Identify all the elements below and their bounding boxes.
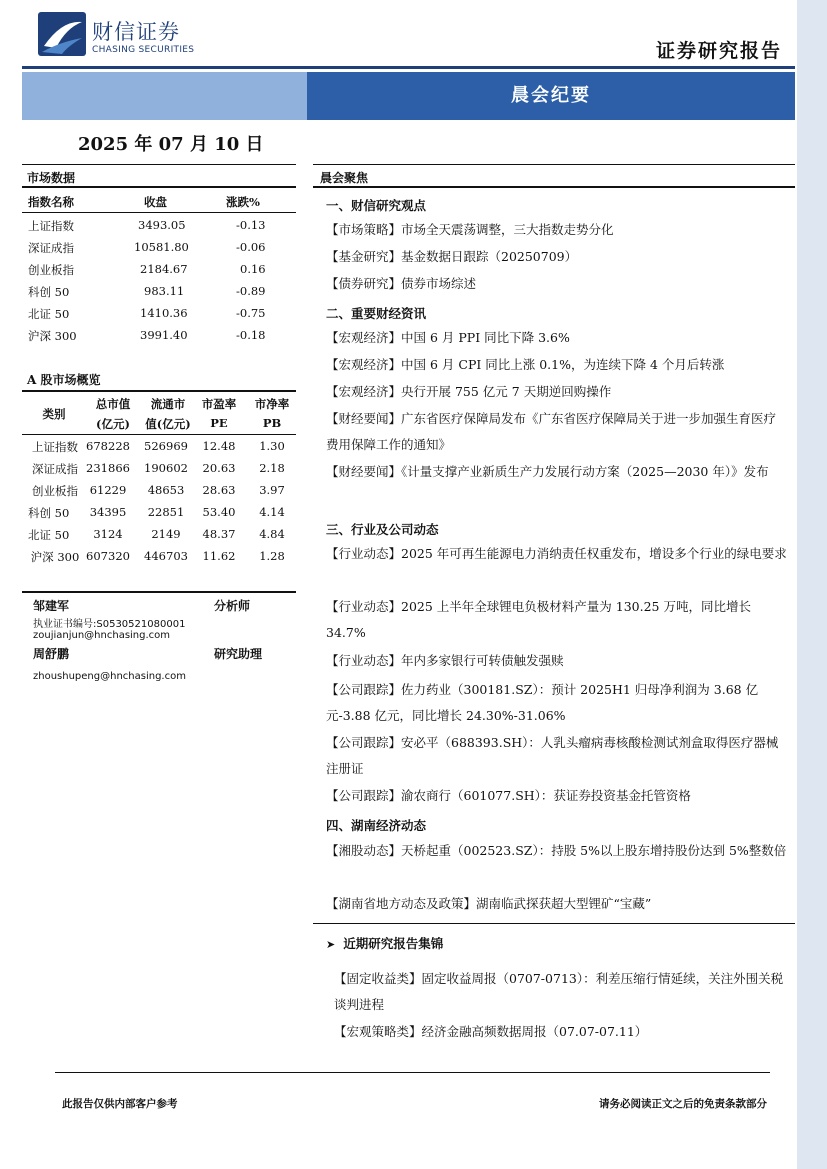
focus-title: 晨会聚焦 — [320, 171, 369, 185]
overview-title: A 股市场概览 — [27, 373, 101, 387]
table-row: 深证成指 231866 190602 20.63 2.18 — [32, 461, 285, 476]
table-row: 北证 50 3124 2149 48.37 4.84 — [28, 527, 285, 542]
list-item: 【基金研究】基金数据日跟踪（20250709） — [326, 249, 578, 264]
recent-report-item[interactable]: 【宏观策略类】经济金融高频数据周报（07.07-07.11） — [334, 1024, 648, 1039]
list-item: 【湘股动态】天桥起重（002523.SZ）：持股 5%以上股东增持股份达到 5%整数倍 — [326, 843, 787, 858]
analyst-1-email[interactable]: zoujianjun@hnchasing.com — [33, 630, 171, 641]
list-item: 【公司跟踪】渝农商行（601077.SH）：获证券投资基金托管资格 — [326, 788, 691, 803]
analyst-2-email[interactable]: zhoushupeng@hnchasing.com — [33, 671, 186, 682]
table-row: 科创 50 983.11 -0.89 — [28, 284, 266, 299]
analyst-1-role: 分析师 — [214, 599, 251, 613]
list-item: 【公司跟踪】安必平（688393.SH）：人乳头瘤病毒核酸检测试剂盒取得医疗器械注册证 — [326, 735, 779, 776]
recent-reports-heading: ➤ 近期研究报告集锦 — [326, 936, 444, 951]
list-item: 【行业动态】2025 上半年全球锂电负极材料产量为 130.25 万吨，同比增长 34.7% — [326, 599, 751, 640]
table-row: 科创 50 34395 22851 53.40 4.14 — [28, 505, 285, 520]
market-table-header: 指数名称 收盘 涨跌% — [28, 195, 260, 209]
overview-header-units: (亿元) 值(亿元) PE PB — [96, 416, 282, 431]
list-item: 【宏观经济】央行开展 755 亿元 7 天期逆回购操作 — [326, 384, 612, 399]
logo-en-text: CHASING SECURITIES — [92, 45, 195, 55]
list-item: 【宏观经济】中国 6 月 CPI 同比上涨 0.1%，为连续下降 4 个月后转涨 — [326, 357, 725, 372]
footer-disclaimer: 请务必阅读正文之后的免责条款部分 — [599, 1098, 767, 1110]
list-item: 【市场策略】市场全天震荡调整，三大指数走势分化 — [326, 222, 614, 237]
list-item: 【行业动态】2025 年可再生能源电力消纳责任权重发布，增设多个行业的绿电要求 — [326, 546, 787, 561]
section-heading-4: 四、湖南经济动态 — [326, 818, 427, 833]
side-strip — [797, 0, 827, 1169]
overview-header: 总市值 流通市 市盈率 市净率 — [95, 397, 290, 411]
report-type: 证券研究报告 — [655, 40, 782, 62]
table-row: 深证成指 10581.80 -0.06 — [28, 240, 266, 255]
market-data-title: 市场数据 — [27, 171, 76, 185]
table-row: 沪深 300 607320 446703 11.62 1.28 — [30, 549, 285, 564]
section-heading-3: 三、行业及公司动态 — [326, 522, 439, 537]
list-item: 【财经要闻】《计量支撑产业新质生产力发展行动方案（2025—2030 年）》发布 — [326, 464, 769, 479]
table-row: 上证指数 3493.05 -0.13 — [28, 218, 266, 233]
table-row: 北证 50 1410.36 -0.75 — [28, 306, 266, 321]
footer-left-note: 此报告仅供内部客户参考 — [62, 1098, 178, 1110]
table-row: 上证指数 678228 526969 12.48 1.30 — [32, 439, 285, 454]
logo-mark-icon — [38, 12, 86, 56]
overview-header-category: 类别 — [42, 407, 66, 421]
section-heading-1: 一、财信研究观点 — [326, 198, 427, 213]
company-logo — [38, 12, 198, 62]
table-row: 创业板指 2184.67 0.16 — [28, 262, 266, 277]
analyst-1-cert: 执业证书编号:S0530521080001 — [33, 619, 186, 630]
list-item: 【公司跟踪】佐力药业（300181.SZ）：预计 2025H1 归母净利润为 3.68 亿元-3.88 亿元，同比增长 24.30%-31.06% — [326, 682, 759, 723]
arrow-right-icon: ➤ — [326, 938, 336, 951]
table-row: 沪深 300 3991.40 -0.18 — [28, 328, 266, 343]
table-row: 创业板指 61229 48653 28.63 3.97 — [32, 483, 285, 498]
title-band — [22, 72, 795, 120]
report-date: 2025 年 07 月 10 日 — [78, 134, 264, 155]
logo-cn-text: 财信证券 — [92, 20, 180, 44]
list-item: 【宏观经济】中国 6 月 PPI 同比下降 3.6% — [326, 330, 570, 345]
list-item: 【财经要闻】广东省医疗保障局发布《广东省医疗保障局关于进一步加强生育医疗费用保障工作的通知》 — [326, 411, 777, 452]
header-divider — [22, 66, 795, 69]
list-item: 【债券研究】债券市场综述 — [326, 276, 477, 291]
section-heading-2: 二、重要财经资讯 — [326, 306, 427, 321]
band-title: 晨会纪要 — [511, 85, 591, 106]
recent-report-item[interactable]: 【固定收益类】固定收益周报（0707-0713）：利差压缩行情延续，关注外围关税谈判进程 — [334, 971, 784, 1012]
analyst-2-name: 周舒鹏 — [33, 647, 70, 661]
analyst-1-name: 邹建军 — [33, 599, 70, 613]
analyst-2-role: 研究助理 — [214, 647, 263, 661]
list-item: 【湖南省地方动态及政策】湖南临武探获超大型锂矿“宝藏” — [326, 896, 652, 911]
list-item: 【行业动态】年内多家银行可转债触发强赎 — [326, 653, 564, 668]
